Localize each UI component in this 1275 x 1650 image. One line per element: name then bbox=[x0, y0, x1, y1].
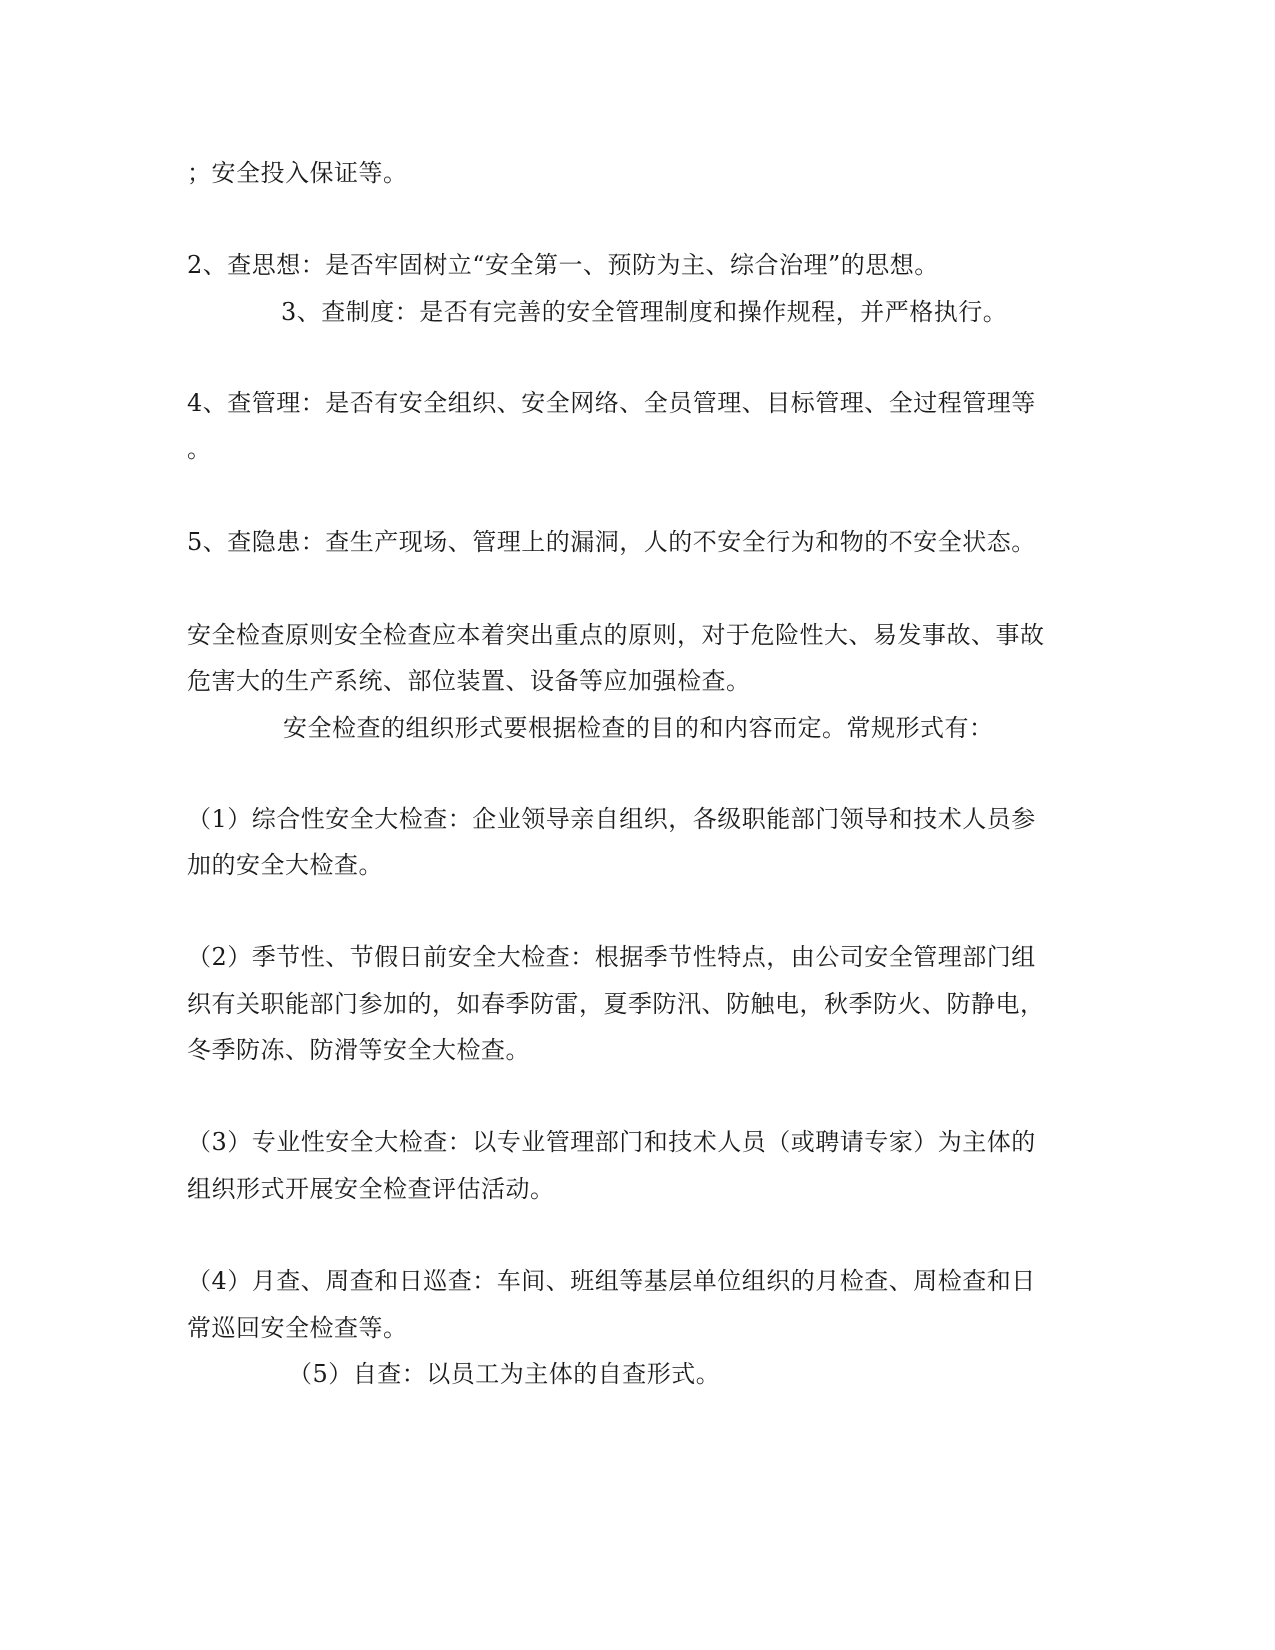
text-line: （5）自查：以员工为主体的自查形式。 bbox=[288, 1360, 721, 1388]
text-line: 组织形式开展安全检查评估活动。 bbox=[187, 1175, 555, 1203]
text-line: （1）综合性安全大检查：企业领导亲自组织，各级职能部门领导和技术人员参 bbox=[187, 805, 1036, 833]
text-line: 常巡回安全检查等。 bbox=[187, 1314, 408, 1342]
text-line: 危害大的生产系统、部位装置、设备等应加强检查。 bbox=[187, 667, 751, 695]
text-line: 安全检查原则安全检查应本着突出重点的原则，对于危险性大、易发事故、事故 bbox=[187, 621, 1045, 649]
text-line: 2、查思想：是否牢固树立“安全第一、预防为主、综合治理”的思想。 bbox=[187, 251, 939, 279]
text-line: 加的安全大检查。 bbox=[187, 851, 383, 879]
text-line: （2）季节性、节假日前安全大检查：根据季节性特点，由公司安全管理部门组 bbox=[187, 943, 1036, 971]
text-line: 4、查管理：是否有安全组织、安全网络、全员管理、目标管理、全过程管理等 bbox=[187, 389, 1036, 417]
text-line: （4）月查、周查和日巡查：车间、班组等基层单位组织的月检查、周检查和日 bbox=[187, 1267, 1036, 1295]
text-line: 织有关职能部门参加的，如春季防雷，夏季防汛、防触电，秋季防火、防静电， bbox=[187, 990, 1045, 1018]
text-line: 3、查制度：是否有完善的安全管理制度和操作规程，并严格执行。 bbox=[281, 298, 1008, 326]
text-line: 冬季防冻、防滑等安全大检查。 bbox=[187, 1036, 530, 1064]
text-line: 安全检查的组织形式要根据检查的目的和内容而定。常规形式有： bbox=[283, 714, 994, 742]
text-line: （3）专业性安全大检查：以专业管理部门和技术人员（或聘请专家）为主体的 bbox=[187, 1128, 1036, 1156]
text-line: 。 bbox=[187, 435, 212, 463]
text-line: ；安全投入保证等。 bbox=[187, 159, 408, 187]
text-line: 5、查隐患：查生产现场、管理上的漏洞，人的不安全行为和物的不安全状态。 bbox=[187, 528, 1036, 556]
